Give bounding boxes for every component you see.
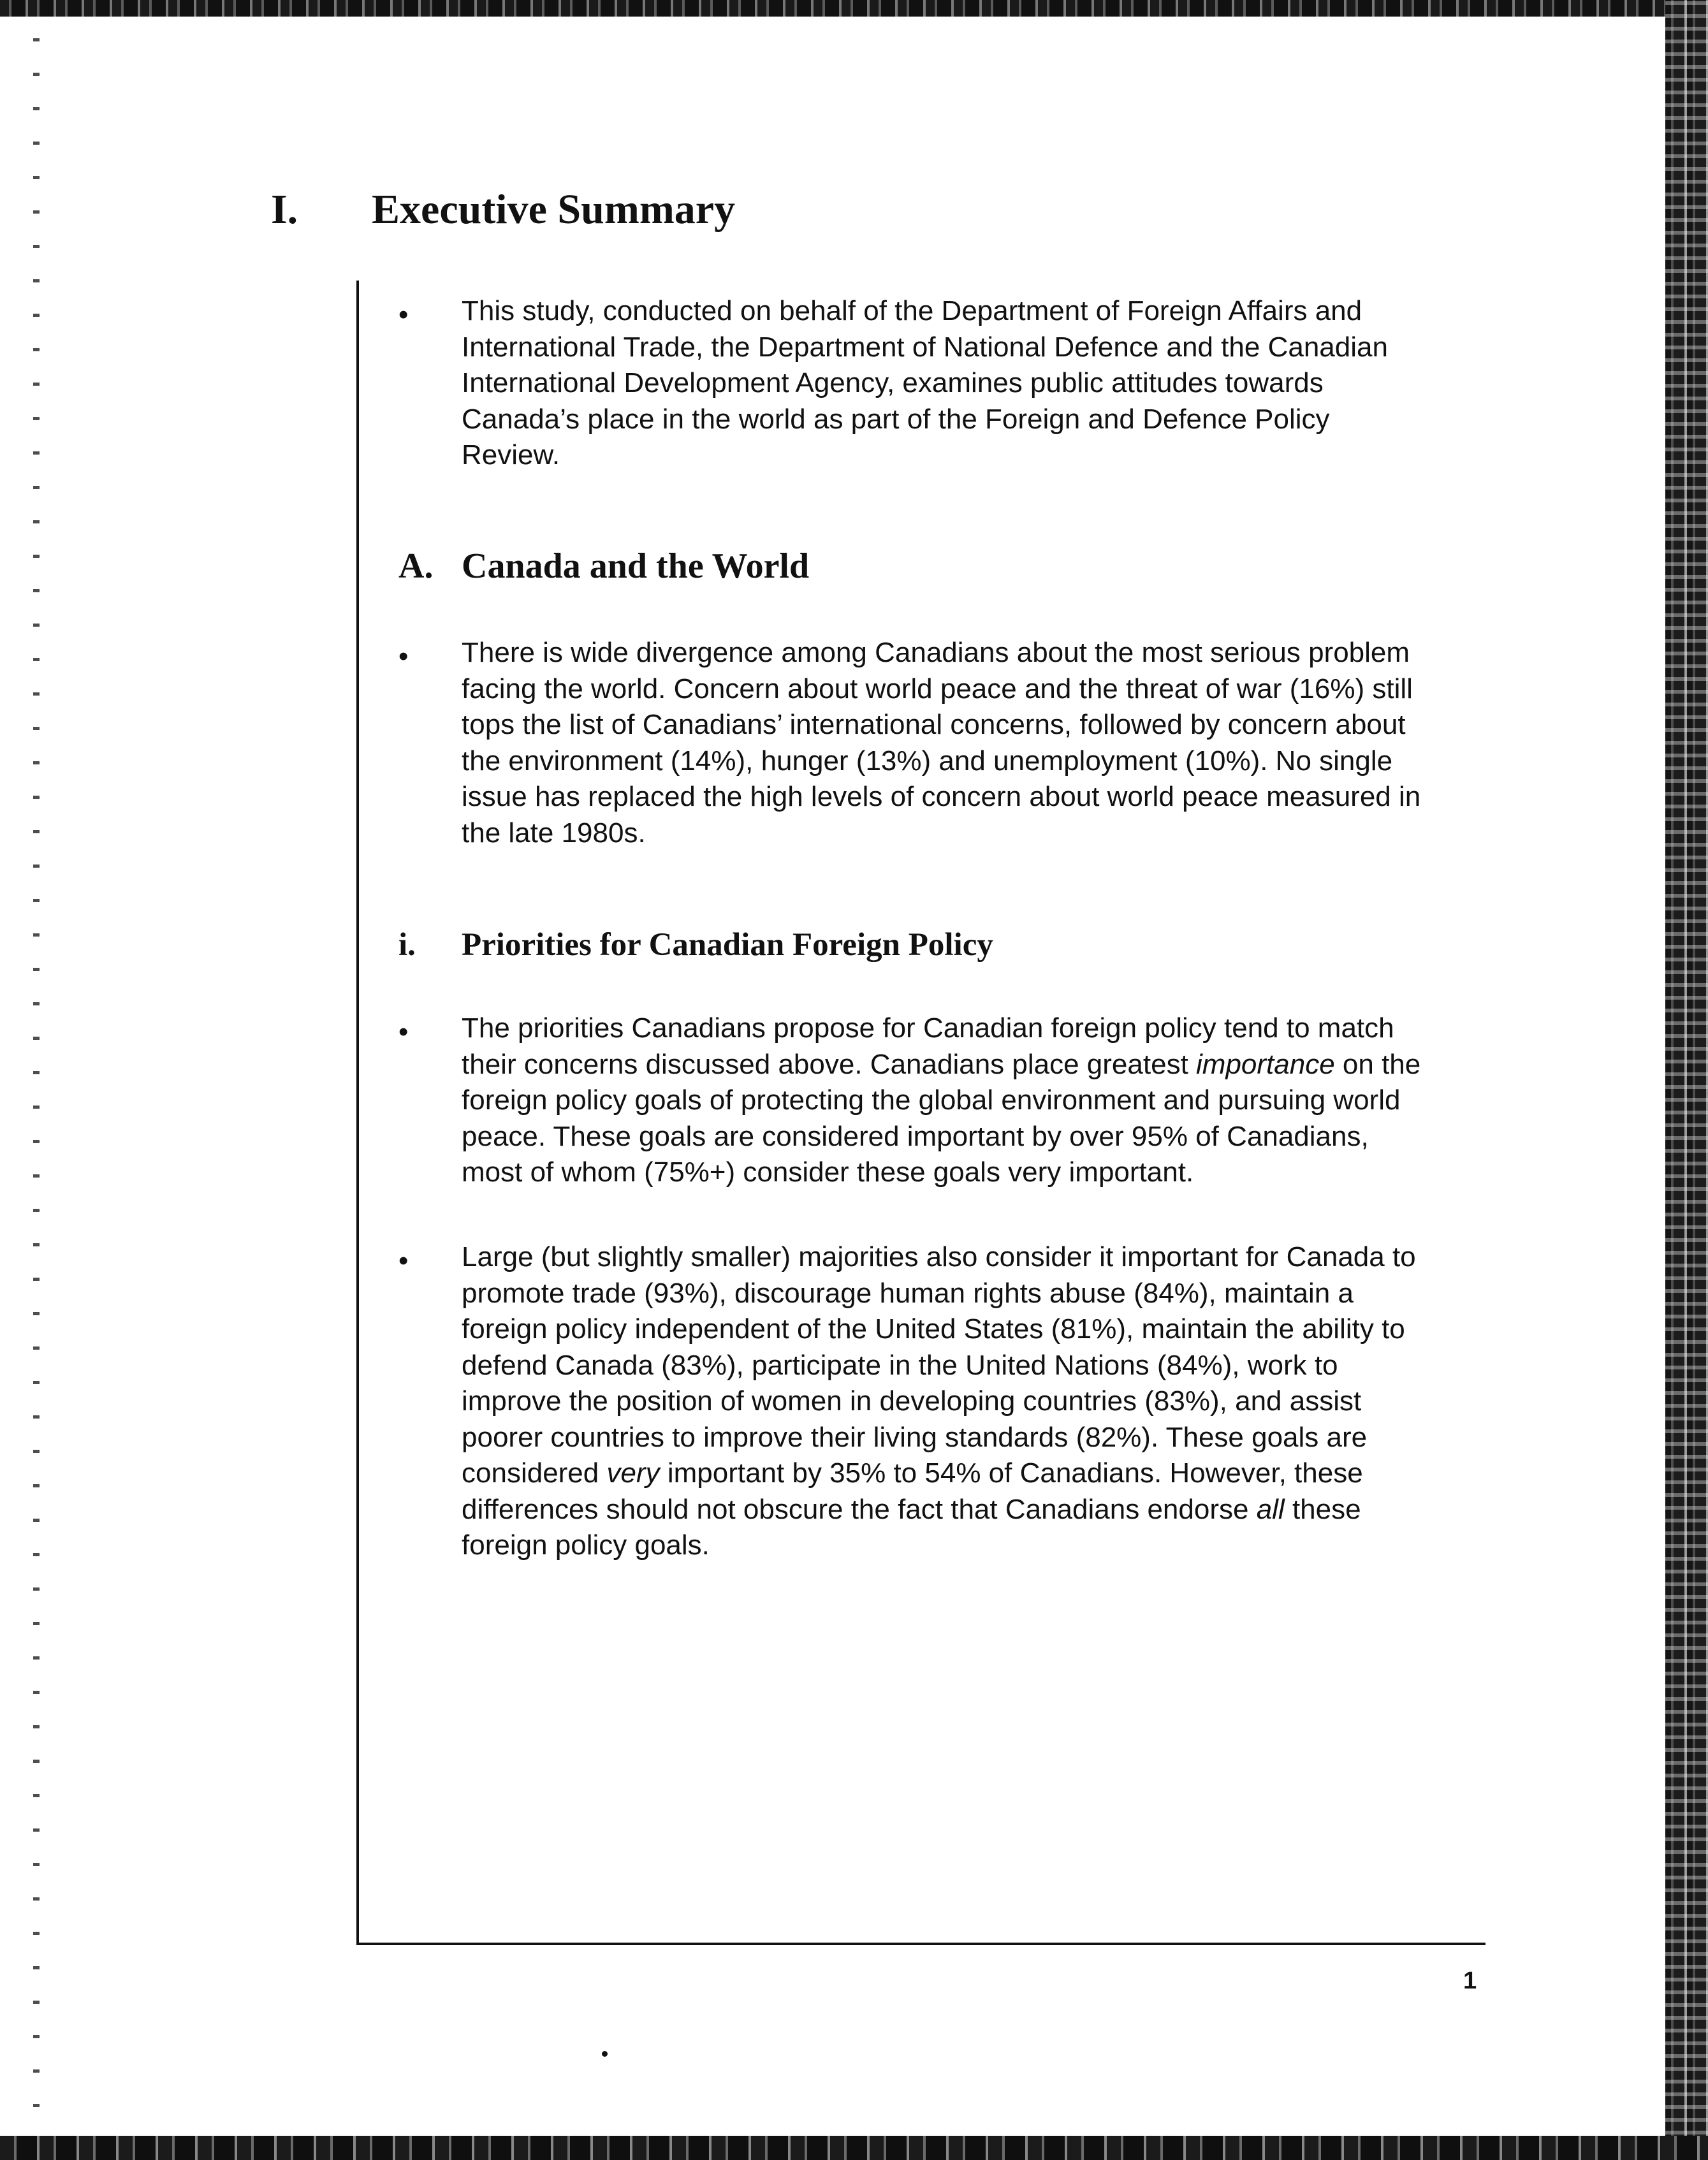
majorities-paragraph [462, 1239, 1507, 1564]
text-line: the environment (14%), hunger (13%) and unemployment (10%). No single [462, 745, 1393, 777]
text-line: This study, conducted on behalf of the Department of Foreign Affairs and [462, 295, 1362, 326]
section-title: Canada and the World [462, 546, 810, 586]
page-title [271, 186, 736, 233]
text-line [462, 1492, 1507, 1528]
bullet-marker: • [398, 1245, 409, 1276]
subsection-number: i. [398, 927, 416, 963]
subsection-title: Priorities for Canadian Foreign Policy [462, 927, 993, 963]
page-title-text: Executive Summary [372, 186, 736, 233]
text-line: tops the list of Canadians’ international concerns, followed by concern about [462, 709, 1406, 740]
section-heading-foreign-policy-priorities [398, 929, 1355, 970]
text-line: the late 1980s. [462, 817, 646, 849]
bullet-marker: • [398, 1016, 409, 1047]
vertical-margin-rule [356, 281, 359, 1945]
text-line: facing the world. Concern about world peace and the threat of war (16%) still [462, 673, 1413, 704]
text-line: promote trade (93%), discourage human rights abuse (84%), maintain a [462, 1277, 1354, 1309]
text-line: Large (but slightly smaller) majorities also consider it important for Canada to [462, 1241, 1416, 1273]
text-line: issue has replaced the high levels of concern about world peace measured in [462, 781, 1421, 812]
text-line: poorer countries to improve their living standards (82%). These goals are [462, 1421, 1368, 1453]
text-line: foreign policy goals. [462, 1529, 710, 1561]
emphasis-text: all [1256, 1493, 1285, 1525]
text-line: improve the position of women in developing countries (83%), and assist [462, 1385, 1362, 1417]
scan-speck [602, 2051, 608, 2057]
intro-paragraph [462, 293, 1507, 474]
priorities-paragraph [462, 1011, 1507, 1191]
page-title-number: I. [271, 186, 298, 233]
text-line: foreign policy independent of the United States (81%), maintain the ability to [462, 1313, 1405, 1345]
text-span: these [1284, 1493, 1361, 1525]
text-line: foreign policy goals of protecting the global environment and pursuing world [462, 1084, 1401, 1116]
page-number: 1 [1463, 1967, 1477, 1994]
text-line: International Trade, the Department of National Defence and the Canadian [462, 331, 1388, 363]
text-line [462, 1456, 1507, 1492]
text-span: considered [462, 1457, 607, 1489]
text-span: important by 35% to 54% of Canadians. However, these [659, 1457, 1363, 1489]
text-line: Review. [462, 439, 560, 471]
text-line: Canada’s place in the world as part of the Foreign and Defence Policy [462, 403, 1330, 435]
section-number: A. [398, 546, 434, 586]
section-heading-canada-and-the-world [398, 548, 1355, 593]
world-concerns-paragraph [462, 635, 1507, 851]
emphasis-text: importance [1196, 1048, 1335, 1080]
text-span: differences should not obscure the fact that Canadians endorse [462, 1493, 1257, 1525]
emphasis-text: very [606, 1457, 660, 1489]
text-line: The priorities Canadians propose for Canadian foreign policy tend to match [462, 1012, 1394, 1044]
text-span: on the [1334, 1048, 1421, 1080]
text-line [462, 1047, 1507, 1083]
text-line: most of whom (75%+) consider these goals very important. [462, 1157, 1194, 1188]
text-line: There is wide divergence among Canadians about the most serious problem [462, 637, 1410, 668]
text-line: defend Canada (83%), participate in the United Nations (84%), work to [462, 1349, 1338, 1381]
scan-hole-punch-marks [33, 38, 40, 2117]
bullet-marker: • [398, 641, 409, 672]
text-line: peace. These goals are considered important by over 95% of Canadians, [462, 1120, 1369, 1152]
scan-border-top [0, 0, 1708, 17]
footer-rule [356, 1943, 1485, 1945]
bullet-marker: • [398, 299, 409, 330]
text-span: their concerns discussed above. Canadians place greatest [462, 1048, 1197, 1080]
text-line: International Development Agency, examines public attitudes towards [462, 367, 1324, 398]
scan-border-bottom [0, 2136, 1708, 2160]
scan-border-right [1665, 0, 1708, 2160]
